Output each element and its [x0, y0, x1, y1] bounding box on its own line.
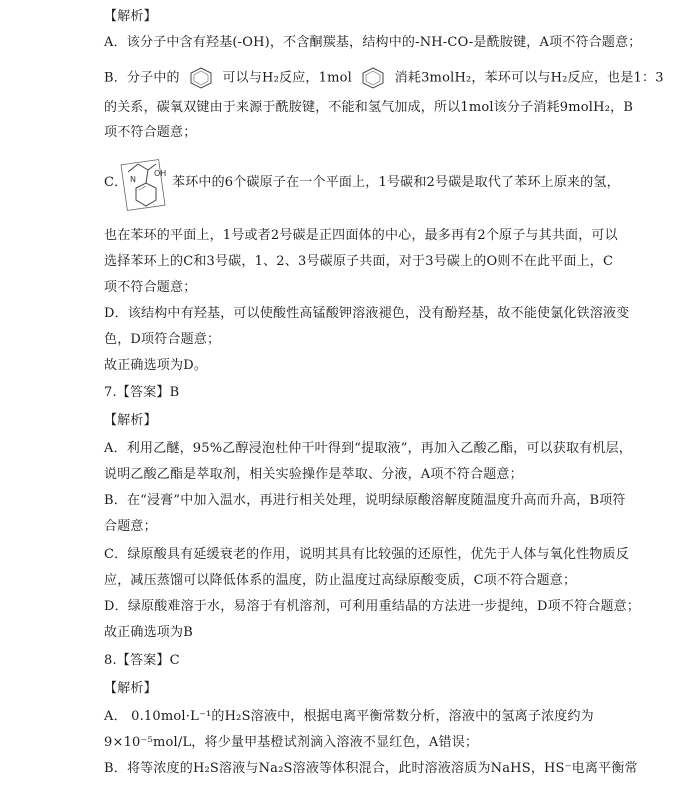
atom-label: N	[130, 175, 136, 184]
section-heading: 【解析】	[104, 413, 157, 428]
text-line: 9×10⁻⁵mol/L，将少量甲基橙试剂滴入溶液不显红色，A错误；	[104, 735, 479, 750]
text-line: 故正确选项为D。	[104, 358, 208, 373]
pyridine-ring-icon	[188, 67, 214, 89]
text-line: D．该结构中有羟基，可以使酸性高锰酸钾溶液褪色，没有酚羟基，故不能使氯化铁溶液变	[104, 306, 630, 321]
atom-label: OH	[154, 169, 167, 178]
text-line: 也在苯环的平面上，1号或者2号碳是正四面体的中心，最多再有2个原子与其共面，可以	[104, 228, 618, 243]
text-line: 苯环中的6个碳原子在一个平面上，1号碳和2号碳是取代了苯环上原来的氢，	[172, 175, 620, 190]
text-line: A． 0.10mol·L⁻¹的H₂S溶液中，根据电离平衡常数分析，溶液中的氢离子浓度约为	[104, 709, 594, 724]
text-line: 故正确选项为B	[104, 625, 193, 640]
answer-line: 8.【答案】C	[104, 653, 180, 668]
molecule-structure-figure	[104, 158, 170, 216]
text-line: C．	[104, 175, 128, 190]
text-span: B．分子中的	[104, 70, 180, 86]
answer-line: 7.【答案】B	[104, 385, 180, 400]
text-line: D．绿原酸难溶于水，易溶于有机溶剂，可利用重结晶的方法进一步提纯，D项不符合题意；	[104, 599, 641, 614]
text-span: 可以与H₂反应，1mol	[222, 70, 352, 86]
section-heading: 【解析】	[104, 681, 157, 696]
text-line: 合题意；	[104, 519, 157, 534]
text-line: 项不符合题意；	[104, 280, 197, 295]
text-line: 说明乙酸乙酯是萃取剂，相关实验操作是萃取、分液，A项不符合题意；	[104, 467, 523, 482]
text-line: B．将等浓度的H₂S溶液与Na₂S溶液等体积混合，此时溶液溶质为NaHS，HS⁻电离平衡常	[104, 761, 638, 776]
text-line: 应，减压蒸馏可以降低体系的温度，防止温度过高绿原酸变质，C项不符合题意；	[104, 573, 577, 588]
text-line: 色，D项符合题意；	[104, 332, 221, 347]
text-line: 项不符合题意；	[104, 125, 197, 140]
text-line: 的关系，碳氧双键由于来源于酰胺键，不能和氢气加成，所以1mol该分子消耗9molH₂，B	[104, 100, 634, 115]
text-line: C．绿原酸具有延缓衰老的作用，说明其具有比较强的还原性，优先于人体与氧化性物质反	[104, 547, 629, 562]
text-line: A．利用乙醚，95%乙醇浸泡杜仲干叶得到“提取液”，再加入乙酸乙酯，可以获取有机层，	[104, 441, 632, 456]
text-line: 选择苯环上的C和3号碳，1、2、3号碳原子共面，对于3号碳上的O则不在此平面上，C	[104, 254, 614, 269]
text-line: A．该分子中含有羟基(-OH)，不含酮羰基，结构中的-NH-CO-是酰胺键，A项不符合题意；	[104, 35, 642, 50]
text-line: B．在“浸膏”中加入温水，再进行相关处理，说明绿原酸溶解度随温度升高而升高，B项符	[104, 493, 626, 508]
text-line	[104, 67, 664, 89]
text-span: 消耗3molH₂，苯环可以与H₂反应，也是1：3	[394, 70, 664, 86]
section-heading: 【解析】	[104, 9, 157, 24]
pyridine-ring-icon	[360, 67, 386, 89]
